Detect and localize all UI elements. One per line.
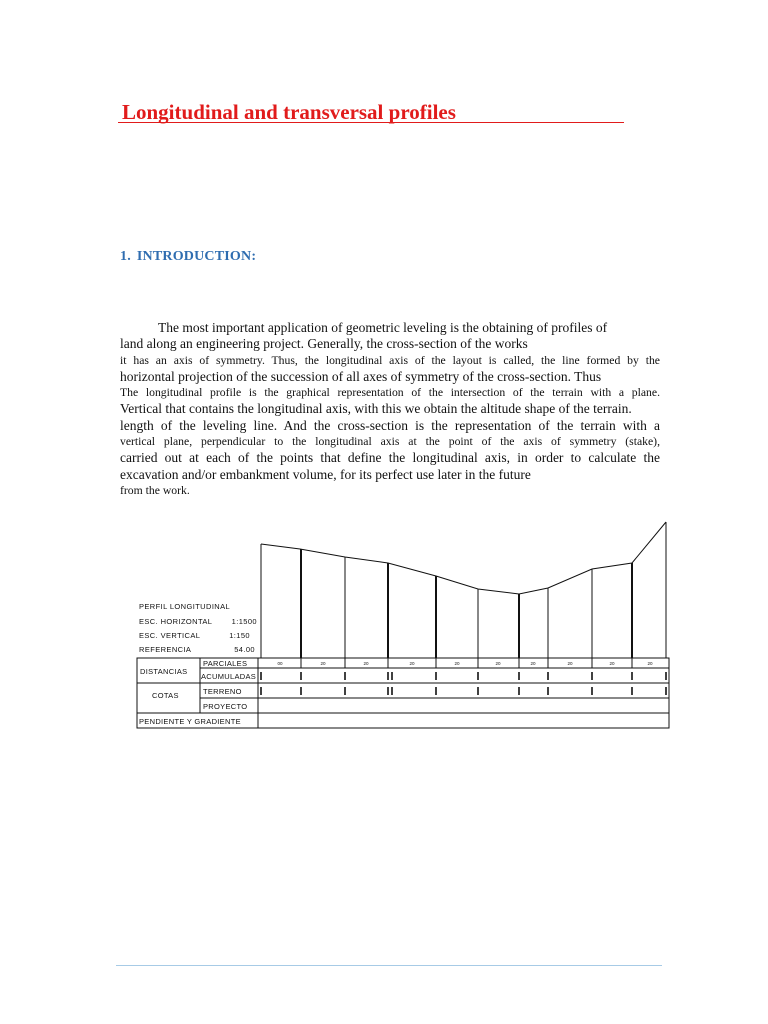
table-labels	[139, 659, 256, 726]
caption-vertical-scale-value: 1:150	[229, 631, 250, 640]
section-title: INTRODUCTION:	[136, 249, 257, 264]
section-heading	[120, 249, 256, 265]
section-number: 1.	[120, 249, 131, 264]
partial-distance-values	[277, 661, 653, 666]
paragraph-line: horizontal projection of the succession of all axes of symmetry of the cross-section. Thus	[120, 368, 602, 384]
label-proyecto: PROYECTO	[203, 702, 248, 711]
partial-value: 20	[409, 661, 415, 666]
partial-value: 20	[609, 661, 615, 666]
label-pendiente: PENDIENTE Y GRADIENTE	[139, 717, 241, 726]
caption-title: PERFIL LONGITUDINAL	[139, 602, 231, 611]
partial-value: 20	[320, 661, 326, 666]
paragraph-line: Vertical that contains the longitudinal axis, with this we obtain the altitude shape of the terrain.	[120, 401, 632, 417]
paragraph-line: vertical plane, perpendicular to the longitudinal axis at the point of the axis of symmetry (stake),	[120, 435, 660, 449]
document-title: Longitudinal and transversal profiles	[122, 100, 456, 124]
paragraph-line: The longitudinal profile is the graphical representation of the intersection of the terrain with a plane.	[120, 386, 660, 400]
paragraph-line: excavation and/or embankment volume, for its perfect use later in the future	[120, 466, 531, 482]
caption-horizontal-scale-value: 1:1500	[231, 617, 257, 626]
table-border	[137, 658, 669, 728]
label-cotas: COTAS	[152, 691, 179, 700]
caption-vertical-scale: ESC. VERTICAL	[139, 631, 201, 640]
profile-data-table	[137, 658, 669, 728]
partial-value: 20	[454, 661, 460, 666]
paragraph-line: length of the leveling line. And the cross-section is the representation of the terrain with a	[120, 417, 660, 433]
partial-value: 20	[567, 661, 573, 666]
partial-value: 20	[495, 661, 501, 666]
label-parciales: PARCIALES	[203, 659, 248, 668]
caption-horizontal-scale: ESC. HORIZONTAL	[139, 617, 213, 626]
paragraph-line: it has an axis of symmetry. Thus, the longitudinal axis of the layout is called, the line formed by the	[120, 353, 660, 367]
title-underline	[118, 122, 624, 123]
paragraph-line: land along an engineering project. Generally, the cross-section of the works	[120, 336, 528, 352]
label-terreno: TERRENO	[203, 687, 242, 696]
introduction-paragraph	[120, 320, 660, 499]
row-value-ticks	[261, 672, 666, 695]
partial-value: 20	[647, 661, 653, 666]
station-verticals	[261, 522, 666, 658]
partial-value: 20	[363, 661, 369, 666]
paragraph-line: The most important application of geometric leveling is the obtaining of profiles of	[158, 320, 608, 335]
footer-rule	[116, 965, 662, 966]
paragraph-line: from the work.	[120, 483, 190, 497]
label-acumuladas: ACUMULADAS	[201, 672, 257, 681]
caption-reference-value: 54.00	[234, 645, 255, 654]
caption-reference: REFERENCIA	[139, 645, 192, 654]
profile-caption	[139, 602, 257, 654]
partial-value: 00	[277, 661, 283, 666]
terrain-profile-line	[261, 522, 666, 594]
partial-value: 20	[530, 661, 536, 666]
paragraph-line: carried out at each of the points that define the longitudinal axis, in order to calculate the	[120, 450, 660, 466]
label-distancias: DISTANCIAS	[140, 667, 188, 676]
